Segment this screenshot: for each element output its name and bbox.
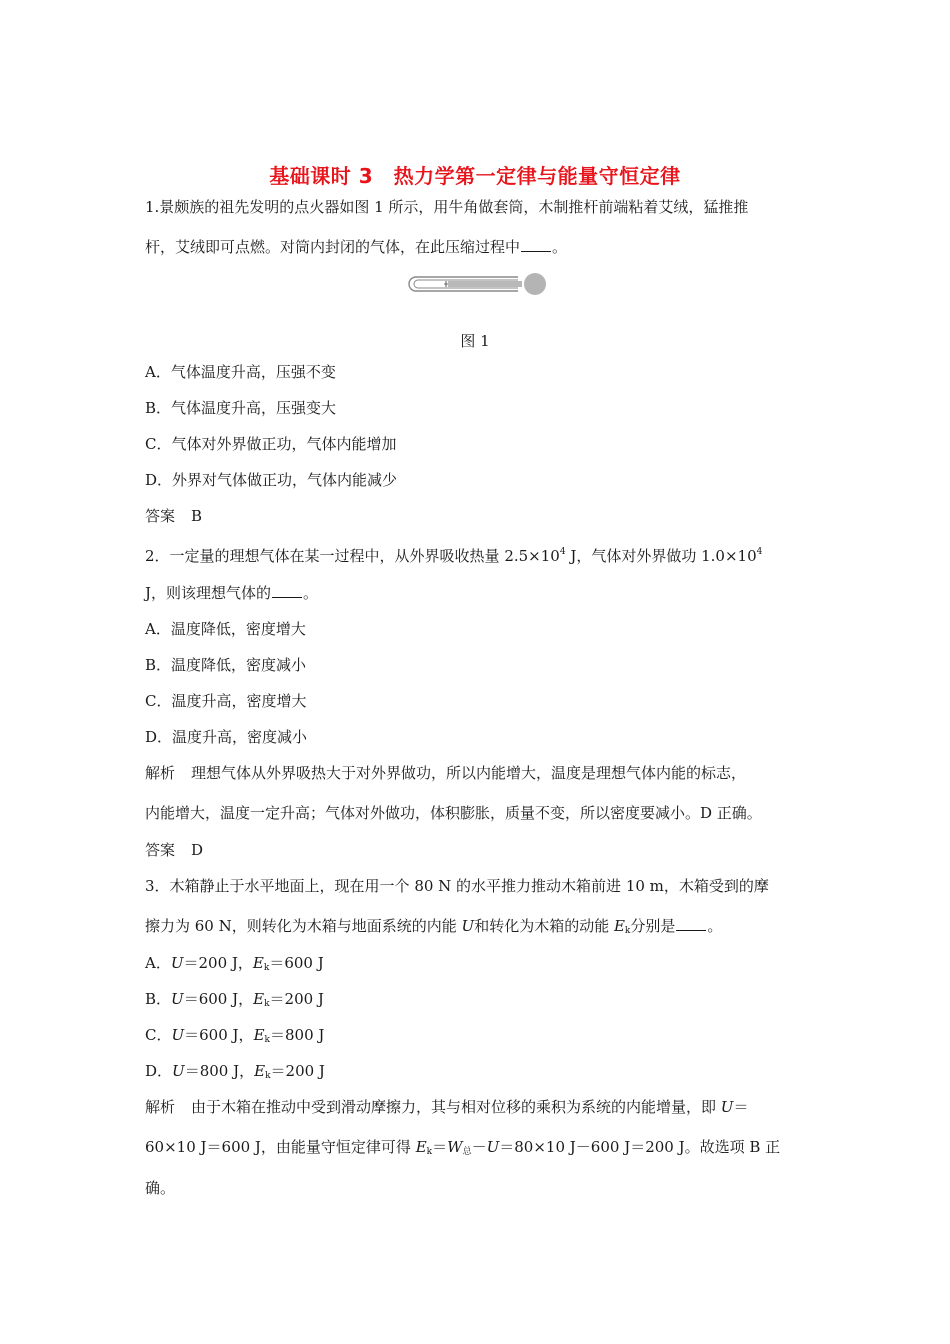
q1-answer [145,506,202,526]
answer-label: 答案 [145,841,176,859]
q3-option-a: A．U＝200 J，$E_k=600$ J [145,954,324,973]
q2-answer [145,840,203,860]
q2-option-c: C．温度升高，密度增大 [145,692,307,710]
answer-value: B [191,507,203,525]
figure-caption: 图 1 [460,332,490,350]
q2-stem-a: 2．一定量的理想气体在某一过程中，从外界吸收热量 2.5×10 [145,547,560,565]
q3-stem-line1: 3．木箱静止于水平地面上，现在用一个 80 N 的水平推力推动木箱前进 10 m，木箱受到的摩 [145,877,769,895]
q3-option-b: B．U＝600 J，$E_k=200$ J [145,990,324,1009]
q2-option-d: D．温度升高，密度减小 [145,728,308,746]
analysis-label: 解析 [145,764,176,782]
q1-option-c: C．气体对外界做正功，气体内能增加 [145,435,397,453]
q2-stem-b: J，气体对外界做功 1.0×10 [565,547,757,565]
q2-exponent-2: 4 [756,547,763,557]
q3-option-d: D．U＝800 J，$E_k=200$ J [145,1062,325,1081]
push-rod [448,281,522,287]
page-title: 基础课时 3 热力学第一定律与能量守恒定律 [269,164,681,188]
q1-option-b: B．气体温度升高，压强变大 [145,399,337,417]
q2-stem-line2 [145,583,318,603]
q2-analysis-line1 [145,763,746,783]
q1-stem-line1: 1.景颇族的祖先发明的点火器如图 1 所示，用牛角做套筒，木制推杆前端粘着艾绒，猛推推 [145,198,749,216]
analysis-label: 解析 [145,1098,176,1116]
push-knob [524,273,546,295]
q3-analysis-line1: 解析 由于木箱在推动中受到滑动摩擦力，其与相对位移的乘积为系统的内能增量，即 U＝ [145,1098,749,1116]
q1-stem-text: 杆，艾绒即可点燃。对筒内封闭的气体，在此压缩过程中 [145,238,521,256]
var-U: U [461,917,475,935]
q2-exponent-1: 4 [559,547,566,557]
q1-stem-line2 [145,237,567,257]
answer-label: 答案 [145,507,176,525]
q2-option-b: B．温度降低，密度减小 [145,656,307,674]
igniter-figure [400,266,550,302]
var-E: E [613,917,625,935]
q1-option-d: D．外界对气体做正功，气体内能减少 [145,471,398,489]
q2-stem-line1 [145,542,762,566]
q2-stem-end: 。 [303,584,319,602]
answer-value: D [191,841,204,859]
q2-stem-text: J，则该理想气体的 [145,584,272,602]
q2-analysis-line2: 内能增大，温度一定升高；气体对外做功，体积膨胀，质量不变，所以密度要减小。D 正确。 [145,804,762,822]
q1-stem-end: 。 [552,238,568,256]
q3-option-c: C．U＝600 J，$E_k=800$ J [145,1026,325,1045]
q1-option-a: A．气体温度升高，压强不变 [145,363,336,381]
q2-option-a: A．温度降低，密度增大 [145,620,306,638]
answer-blank [521,237,551,252]
q3-stem-line2: 擦力为 60 N，则转化为木箱与地面系统的内能 U和转化为木箱的动能 $E_k$分别是 。 [145,917,723,936]
answer-blank [272,583,302,598]
q3-analysis-line2: 60×10 J＝600 J，由能量守恒定律可得 $E_k=W_总-U=80\times 10$ J－600 J＝200 J。故选项 B 正 [145,1138,781,1157]
answer-blank [676,916,706,931]
q3-analysis-line3: 确。 [145,1179,176,1197]
analysis-text: 理想气体从外界吸热大于对外界做功，所以内能增大，温度是理想气体内能的标志， [191,764,747,782]
